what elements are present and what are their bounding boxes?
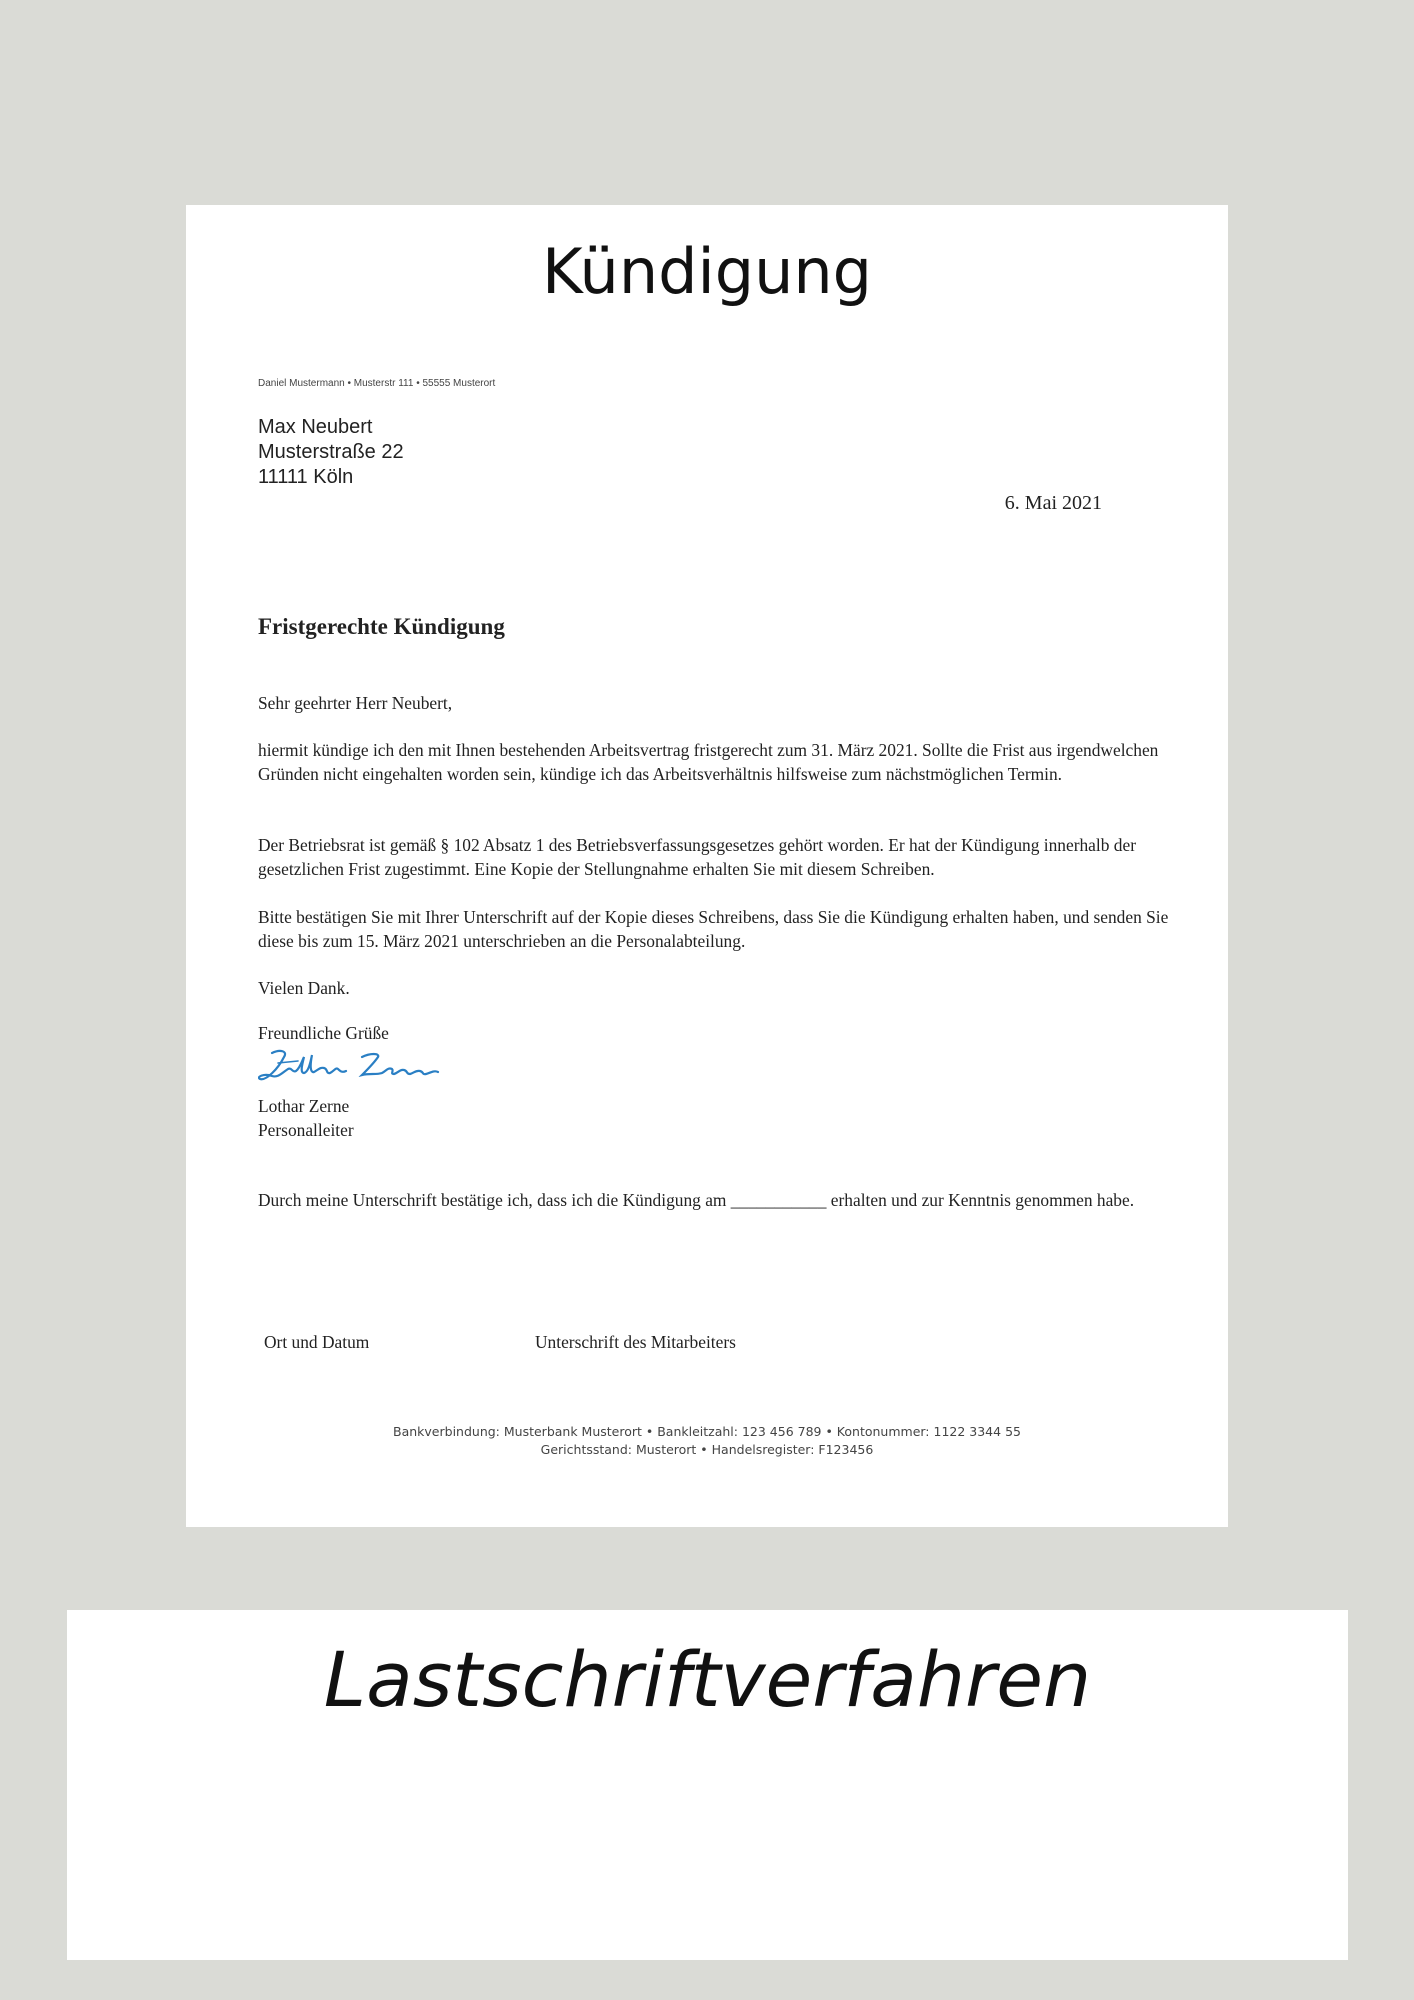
letter-date: 6. Mai 2021 <box>1004 492 1102 514</box>
salutation: Sehr geehrter Herr Neubert, <box>258 693 453 713</box>
signer-title: Personalleiter <box>258 1120 354 1140</box>
closing-line: Freundliche Grüße <box>258 1023 389 1043</box>
card-title: Kündigung <box>541 235 873 308</box>
body-paragraph-1: hiermit kündige ich den mit Ihnen bestehenden Arbeitsvertrag fristgerecht zum 31. März 2021. Sollte die Frist aus irgendwelchen Gründen nicht eingehalten worden sein, kündige ich das Arbeitsverhältnis hilfsweise zum nächstmöglichen Termin. <box>258 740 1159 784</box>
place-date-label: Ort und Datum <box>264 1332 370 1352</box>
footer-bank-details: Bankverbindung: Musterbank Musterort • Bankleitzahl: 123 456 789 • Kontonummer: 1122 3344 55 <box>393 1424 1021 1439</box>
next-template-card[interactable] <box>67 1610 1348 1960</box>
letter-preview-card[interactable] <box>186 205 1228 1527</box>
recipient-city: 11111 Köln <box>258 466 354 488</box>
recipient-address <box>258 415 404 490</box>
letter-footer <box>186 1423 1228 1459</box>
recipient-street: Musterstraße 22 <box>258 441 404 463</box>
body-paragraph-2: Der Betriebsrat ist gemäß § 102 Absatz 1 des Betriebsverfassungsgesetzes gehört worden. Er hat der Kündigung innerhalb der gesetzlichen Frist zugestimmt. Eine Kopie der Stellungnahme erhalten Sie mit diesem Schreiben. <box>258 835 1136 879</box>
signer-block <box>258 1094 1208 1142</box>
signer-name: Lothar Zerne <box>258 1096 350 1116</box>
thanks-line: Vielen Dank. <box>258 978 350 998</box>
letter-subject: Fristgerechte Kündigung <box>258 614 505 639</box>
sender-return-address: Daniel Mustermann • Musterstr 111 • 55555 Musterort <box>258 378 496 389</box>
confirmation-text: Durch meine Unterschrift bestätige ich, dass ich die Kündigung am ___________ erhalten und zur Kenntnis genommen habe. <box>258 1190 1135 1210</box>
body-paragraph-3: Bitte bestätigen Sie mit Ihrer Unterschrift auf der Kopie dieses Schreibens, dass Sie die Kündigung erhalten haben, und senden Sie diese bis zum 15. März 2021 unterschrieben an die Personalabteilung. <box>258 907 1169 951</box>
employee-signature-label: Unterschrift des Mitarbeiters <box>535 1332 736 1352</box>
recipient-name: Max Neubert <box>258 416 373 438</box>
next-template-title: Lastschriftverfahren <box>323 1635 1092 1724</box>
handwritten-signature <box>258 1043 448 1091</box>
footer-register-details: Gerichtsstand: Musterort • Handelsregister: F123456 <box>540 1442 874 1457</box>
